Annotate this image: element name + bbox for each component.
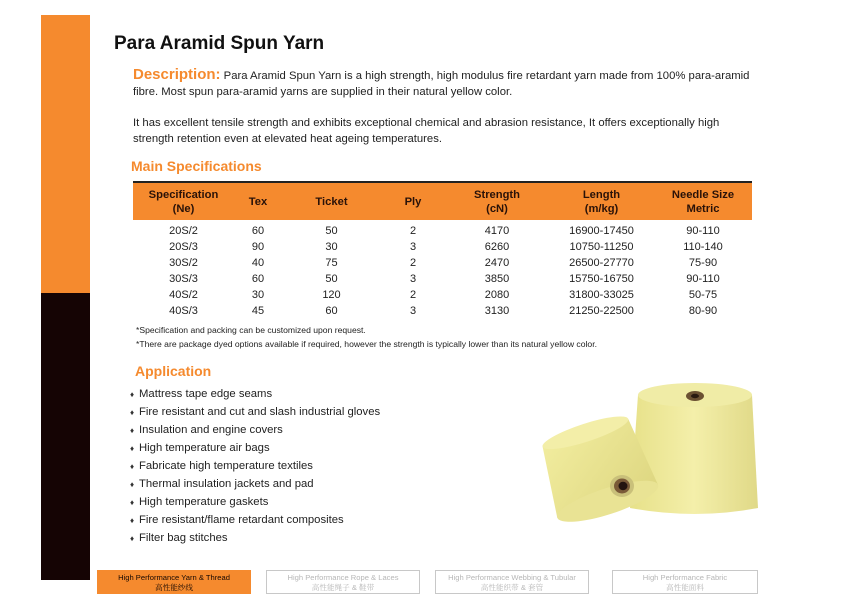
specifications-heading: Main Specifications [131, 158, 262, 174]
table-row [133, 303, 752, 319]
table-cell: 75 [325, 257, 338, 269]
yarn-cones-image [530, 380, 762, 530]
column-header-length: Length (m/kg) [549, 182, 654, 220]
table-cell: 3 [409, 273, 417, 285]
table-cell: 40S/3 [169, 305, 198, 317]
diamond-bullet-icon: ♦ [130, 462, 135, 471]
table-cell: 21250-22500 [569, 305, 634, 317]
table-cell: 75-90 [688, 257, 718, 269]
column-header-specification: Specification (Ne) [133, 182, 234, 220]
list-item: ♦ High temperature gaskets [130, 494, 380, 512]
nav-tab-fabric[interactable]: High Performance Fabric 高性能面料 [612, 570, 758, 594]
list-item: ♦ Mattress tape edge seams [130, 386, 380, 404]
table-cell: 60 [325, 305, 338, 317]
table-row [133, 239, 752, 255]
list-item: ♦ Thermal insulation jackets and pad [130, 476, 380, 494]
table-cell: 20S/2 [169, 225, 198, 237]
list-item: ♦ Filter bag stitches [130, 530, 380, 548]
table-cell: 30 [325, 241, 338, 253]
side-accent-bar-dark [41, 293, 90, 580]
list-item: ♦ Insulation and engine covers [130, 422, 380, 440]
specifications-table [133, 181, 752, 319]
table-cell: 16900-17450 [569, 225, 634, 237]
column-header-strength: Strength (cN) [445, 182, 549, 220]
table-cell: 90-110 [686, 225, 720, 237]
spec-note-dyed-options: *There are package dyed options available if required, however the strength is typically lower than its natural yellow color. [136, 339, 597, 349]
table-cell: 45 [251, 305, 265, 317]
table-cell: 3130 [484, 305, 510, 317]
table-cell: 2470 [484, 257, 510, 269]
diamond-bullet-icon: ♦ [130, 390, 135, 399]
description-label: Description: [133, 66, 221, 83]
column-header-tex: Tex [234, 182, 282, 220]
table-cell: 2 [409, 289, 417, 301]
table-cell: 30S/3 [169, 273, 198, 285]
table-cell: 120 [322, 289, 341, 301]
table-cell: 6260 [484, 241, 510, 253]
description-text: Para Aramid Spun Yarn is a high strength, high modulus fire retardant yarn made from 100% para-aramid fibre. Most spun para-aramid yarns are supplied in their natural yellow color. [133, 70, 750, 98]
side-accent-bar-orange [41, 15, 90, 293]
table-row [133, 220, 752, 239]
table-cell: 15750-16750 [569, 273, 634, 285]
diamond-bullet-icon: ♦ [130, 516, 135, 525]
table-cell: 30 [251, 289, 265, 301]
table-cell: 40 [251, 257, 265, 269]
table-cell: 40S/2 [169, 289, 198, 301]
table-cell: 2 [409, 257, 417, 269]
table-cell: 80-90 [688, 305, 718, 317]
list-item: ♦ High temperature air bags [130, 440, 380, 458]
list-item: ♦ Fire resistant/flame retardant composites [130, 512, 380, 530]
yarn-core-hole [610, 475, 634, 497]
table-cell: 10750-11250 [569, 241, 634, 253]
table-cell: 2080 [484, 289, 510, 301]
table-header-row [133, 182, 752, 220]
table-cell: 3 [409, 305, 417, 317]
nav-tab-yarn-thread[interactable]: High Performance Yarn & Thread 高性能纱线 [97, 570, 251, 594]
table-row [133, 271, 752, 287]
table-cell: 3 [409, 241, 417, 253]
diamond-bullet-icon: ♦ [130, 426, 135, 435]
table-cell: 30S/2 [169, 257, 198, 269]
table-row [133, 287, 752, 303]
diamond-bullet-icon: ♦ [130, 534, 135, 543]
table-cell: 2 [409, 225, 417, 237]
table-row [133, 255, 752, 271]
column-header-ticket: Ticket [282, 182, 381, 220]
table-cell: 110-140 [683, 241, 723, 253]
table-cell: 26500-27770 [569, 257, 634, 269]
application-list [130, 386, 380, 548]
nav-tab-rope-laces[interactable]: High Performance Rope & Laces 高性能绳子 & 鞋带 [266, 570, 420, 594]
diamond-bullet-icon: ♦ [130, 498, 135, 507]
column-header-ply: Ply [381, 182, 445, 220]
table-cell: 50-75 [688, 289, 718, 301]
diamond-bullet-icon: ♦ [130, 444, 135, 453]
application-heading: Application [135, 363, 212, 379]
diamond-bullet-icon: ♦ [130, 480, 135, 489]
table-cell: 90 [251, 241, 265, 253]
nav-tab-webbing-tubular[interactable]: High Performance Webbing & Tubular 高性能织带 & 套管 [435, 570, 589, 594]
list-item: ♦ Fire resistant and cut and slash industrial gloves [130, 404, 380, 422]
page-title: Para Aramid Spun Yarn [114, 33, 325, 54]
description-paragraph-2: It has excellent tensile strength and exhibits exceptional chemical and abrasion resistance, It offers exceptionally high strength retention even at elevated heat ageing temperatures. [133, 117, 720, 145]
list-item: ♦ Fabricate high temperature textiles [130, 458, 380, 476]
spec-note-customization: *Specification and packing can be customized upon request. [136, 325, 366, 335]
table-cell: 20S/3 [169, 241, 198, 253]
table-cell: 4170 [484, 225, 510, 237]
diamond-bullet-icon: ♦ [130, 408, 135, 417]
footer-nav [0, 570, 845, 594]
table-cell: 90-110 [686, 273, 720, 285]
table-cell: 60 [251, 225, 265, 237]
table-cell: 3850 [484, 273, 510, 285]
table-cell: 31800-33025 [569, 289, 634, 301]
description [133, 67, 753, 100]
column-header-needle-size: Needle Size Metric [654, 182, 752, 220]
table-cell: 50 [325, 273, 338, 285]
table-cell: 60 [251, 273, 265, 285]
table-cell: 50 [325, 225, 338, 237]
